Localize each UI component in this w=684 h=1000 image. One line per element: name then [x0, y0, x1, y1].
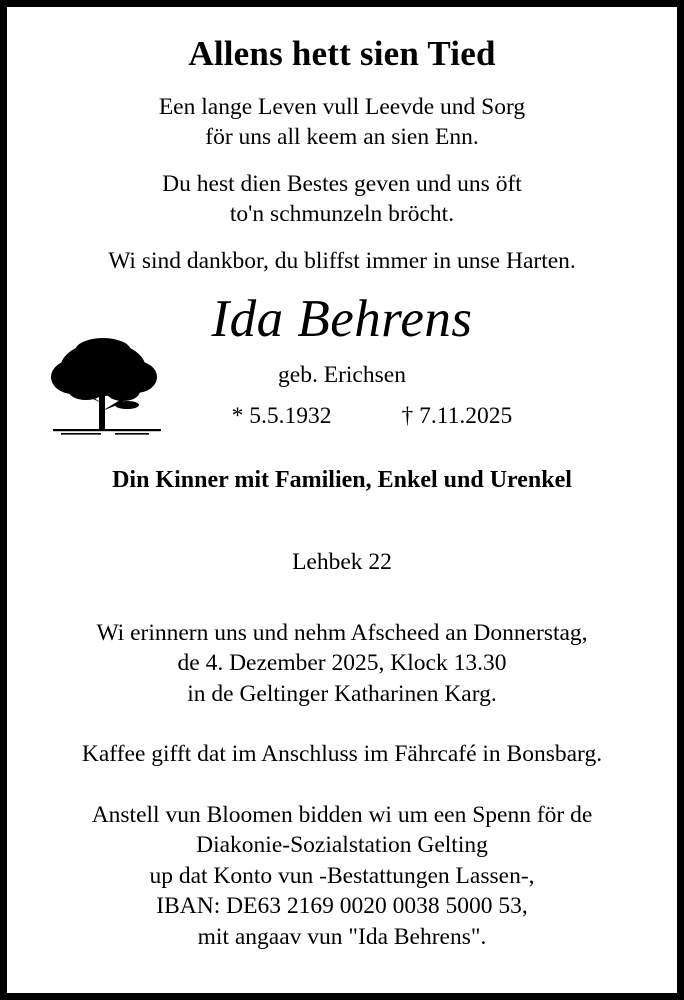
- verse-second-line-1: Du hest dien Bestes geven und uns öft: [162, 170, 522, 197]
- verse-second-line-2: to'n schmunzeln bröcht.: [229, 201, 455, 228]
- tree-icon: [41, 333, 176, 448]
- donation-line-1: Anstell vun Bloomen bidden wi um een Spenn för de: [91, 801, 593, 828]
- verse-second: [35, 169, 649, 230]
- dates-row: [35, 403, 649, 439]
- donation-request: [35, 800, 649, 953]
- donation-line-5: mit angaav vun "Ida Behrens".: [197, 923, 487, 950]
- coffee-reception: Kaffee gifft dat im Anschluss im Fährcafé in Bonsbarg.: [81, 741, 603, 768]
- thanks-line: Wi sind dankbor, du bliffst immer in unse Harten.: [108, 247, 576, 274]
- address-line: Lehbek 22: [292, 548, 392, 575]
- service-line-1: Wi erinnern uns und nehm Afscheed an Donnerstag,: [96, 619, 588, 646]
- donation-line-3: up dat Konto vun -Bestattungen Lassen-,: [149, 862, 535, 889]
- donation-line-4: IBAN: DE63 2169 0020 0038 5000 53,: [156, 893, 528, 920]
- deceased-name: Ida Behrens: [211, 290, 473, 349]
- verse-first: [35, 92, 649, 153]
- maiden-name: geb. Erichsen: [278, 361, 406, 388]
- death-date: † 7.11.2025: [401, 402, 513, 429]
- service-line-3: in de Geltinger Katharinen Karg.: [187, 680, 497, 707]
- headline: Allens hett sien Tied: [188, 34, 496, 73]
- donation-line-2: Diakonie-Sozialstation Gelting: [196, 832, 488, 859]
- service-line-2: de 4. Dezember 2025, Klock 13.30: [177, 650, 507, 677]
- service-details: [35, 618, 649, 710]
- family-line: Din Kinner mit Familien, Enkel und Urenkel: [112, 466, 572, 493]
- birth-date: * 5.5.1932: [231, 402, 332, 429]
- verse-first-line-1: Een lange Leven vull Leevde und Sorg: [158, 93, 526, 120]
- verse-first-line-2: för uns all keem an sien Enn.: [205, 124, 479, 151]
